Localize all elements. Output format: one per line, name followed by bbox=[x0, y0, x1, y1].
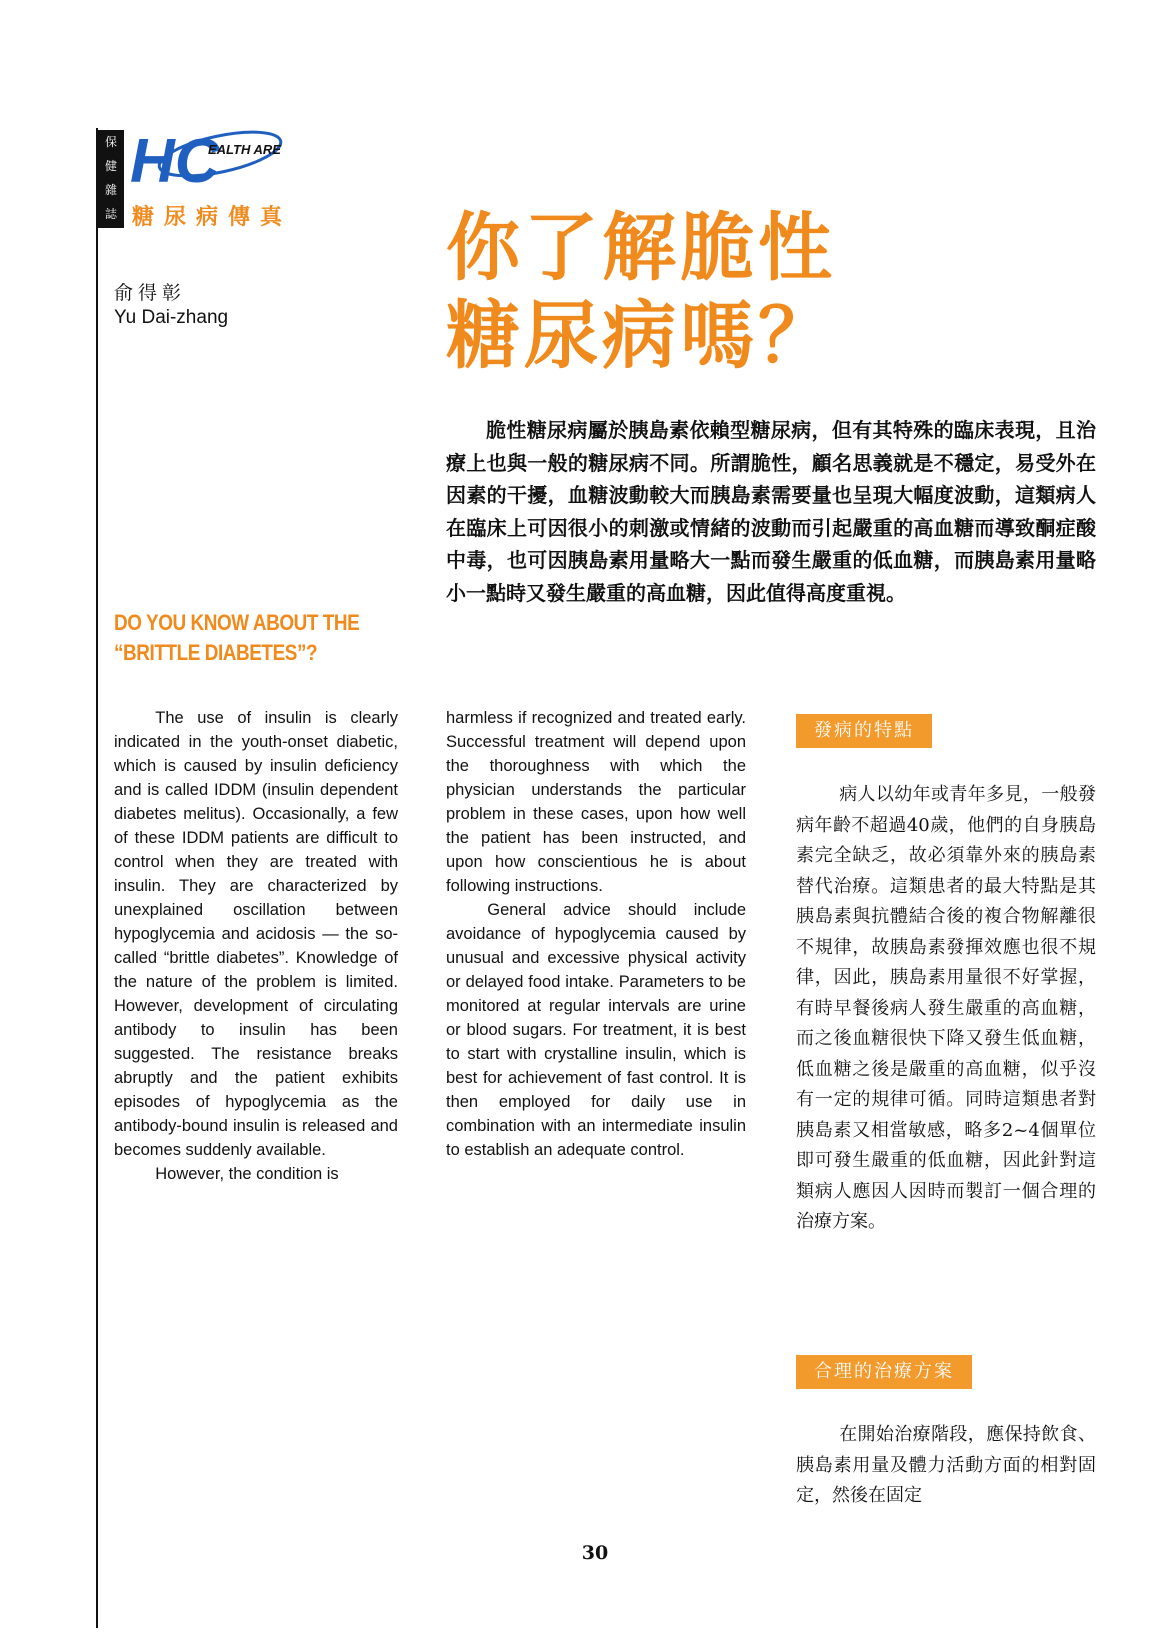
english-title-line: DO YOU KNOW ABOUT THE bbox=[114, 610, 360, 635]
english-paragraph: General advice should include avoidance of hypoglycemia caused by unusual and excessive physical activity or delayed food intake. Parameters to be monitored at regular intervals are urine or blood sugars. For treatment, it is best to start with crystalline insulin, which is best for achievement of fast control. It is then employed for daily use in combination with an intermediate insulin to establish an adequate control. bbox=[446, 901, 746, 1159]
title-line: 糖尿病嗎？ bbox=[446, 293, 836, 379]
chinese-paragraph: 病人以幼年或青年多見，一般發病年齡不超過40歲，他們的自身胰島素完全缺乏，故必須靠外來的胰島素替代治療。這類患者的最大特點是其胰島素與抗體結合後的複合物解離很不規律，故胰島素發揮效應也很不規律，因此，胰島素用量很不好掌握，有時早餐後病人發生嚴重的高血糖，而之後血糖很快下降又發生低血糖，低血糖之後是嚴重的高血糖，似乎沒有一定的規律可循。同時這類患者對胰島素又相當敏感，略多2~4個單位即可發生嚴重的低血糖，因此針對這類病人應因人因時而製訂一個合理的治療方案。 bbox=[796, 784, 1096, 1232]
magazine-label-char: 雜 bbox=[104, 183, 117, 197]
author-name-english: Yu Dai-zhang bbox=[114, 307, 229, 328]
english-paragraph: The use of insulin is clearly indicated in the youth-onset diabetic, which is caused by insulin deficiency and is called IDDM (insulin dependent diabetes melitus). Occasionally, a few of these IDDM patients are difficult to control when they are treated with insulin. They are characterized by unexplained oscillation between hypoglycemia and acidosis — the so-called “brittle diabetes”. Knowledge of the nature of the problem is limited. However, development of circulating antibody to insulin has been suggested. The resistance breaks abruptly and the patient exhibits episodes of hypoglycemia as the antibody-bound insulin is released and becomes suddenly available. bbox=[114, 709, 398, 1159]
english-title bbox=[114, 608, 360, 668]
section-text-treatment-plan bbox=[796, 1420, 1096, 1512]
english-column-1 bbox=[114, 706, 398, 1186]
article-title bbox=[446, 204, 836, 380]
magazine-label-char: 保 bbox=[104, 135, 117, 149]
section-heading-treatment-plan: 合理的治療方案 bbox=[796, 1355, 972, 1389]
english-column-2 bbox=[446, 706, 746, 1162]
logo-text: HC bbox=[130, 128, 220, 190]
section-text-onset-features bbox=[796, 780, 1096, 1238]
logo-subtext: EALTH ARE bbox=[208, 142, 281, 157]
column-title: 糖尿病傳真 bbox=[132, 204, 293, 230]
magazine-label-char: 健 bbox=[104, 159, 117, 173]
page-number: 30 bbox=[581, 1542, 609, 1564]
section-heading-onset-features: 發病的特點 bbox=[796, 714, 932, 748]
author-name-chinese: 俞得彰 bbox=[114, 282, 187, 304]
magazine-label-char: 誌 bbox=[104, 207, 117, 221]
healthcare-logo bbox=[128, 128, 288, 190]
intro-paragraph bbox=[446, 414, 1096, 609]
english-title-line: “BRITTLE DIABETES”? bbox=[114, 640, 318, 665]
english-paragraph: However, the condition is bbox=[155, 1165, 339, 1183]
title-line: 你了解脆性 bbox=[446, 205, 836, 291]
magazine-label bbox=[98, 130, 124, 228]
english-paragraph: harmless if recognized and treated early. Successful treatment will depend upon the thoroughness with which the physician understands the particular problem in these cases, upon how well the patient has been instructed, and upon how conscientious he is about following instructions. bbox=[446, 709, 746, 895]
left-margin-rule bbox=[96, 128, 98, 1628]
intro-text: 脆性糖尿病屬於胰島素依賴型糖尿病，但有其特殊的臨床表現，且治療上也與一般的糖尿病不同。所謂脆性，顧名思義就是不穩定，易受外在因素的干擾，血糖波動較大而胰島素需要量也呈現大幅度波動，這類病人在臨床上可因很小的刺激或情緒的波動而引起嚴重的高血糖而導致酮症酸中毒，也可因胰島素用量略大一點而發生嚴重的低血糖，而胰島素用量略小一點時又發生嚴重的高血糖，因此值得高度重視。 bbox=[446, 418, 1096, 605]
chinese-paragraph: 在開始治療階段，應保持飲食、胰島素用量及體力活動方面的相對固定，然後在固定 bbox=[796, 1424, 1096, 1506]
